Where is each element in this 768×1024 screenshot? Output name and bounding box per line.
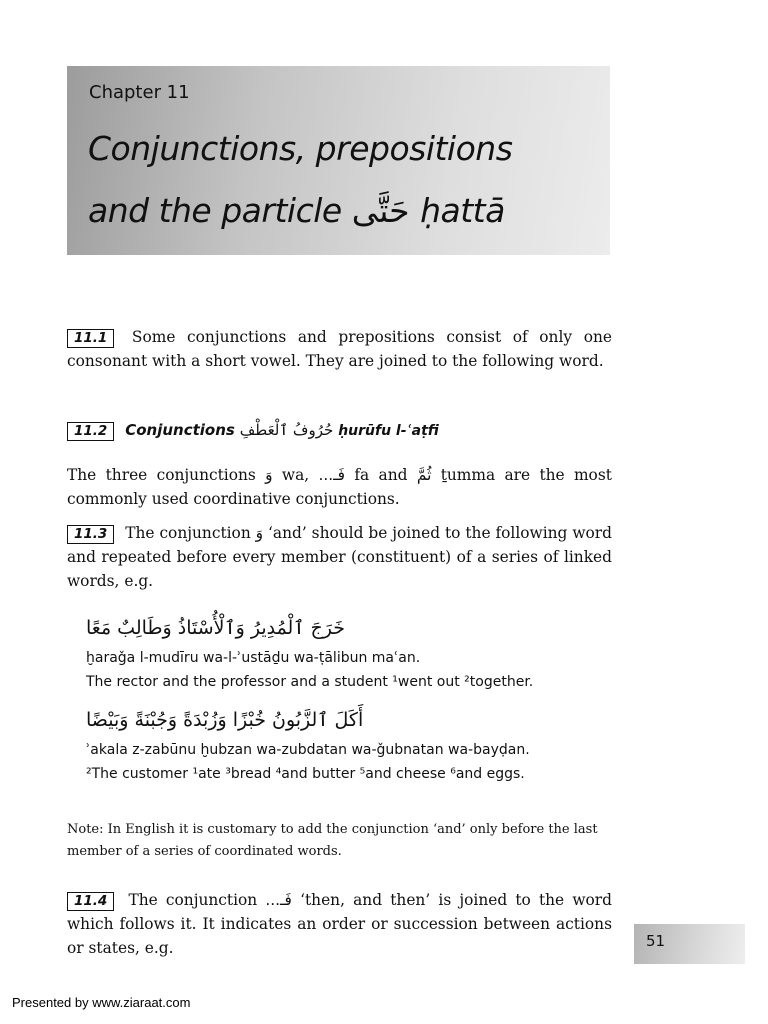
text-run: ṯumma are the most commonly used coordinative conjunctions. bbox=[67, 466, 612, 508]
example-1 bbox=[86, 610, 606, 694]
section-arabic: حُرُوفُ ٱلْعَطْفِ bbox=[239, 421, 334, 439]
paragraph-three-conjunctions bbox=[67, 463, 612, 511]
section-number: 11.2 bbox=[67, 422, 114, 441]
page-number: 51 bbox=[646, 932, 666, 950]
title-translit: ḥattā bbox=[420, 191, 505, 230]
arabic-wa: وَ bbox=[255, 524, 264, 542]
section-11-1 bbox=[67, 325, 612, 373]
arabic-thumma: ثُمَّ bbox=[416, 466, 432, 484]
text-run: ‘and’ should be joined to the following word and repeated before every member (constituent) of a series of linked words, e.g. bbox=[67, 524, 612, 590]
example-translit: ʾakala z-zabūnu ḫubzan wa-zubdatan wa-ǧubnatan wa-bayḍan. bbox=[86, 742, 530, 758]
section-11-3 bbox=[67, 521, 612, 593]
example-translation: ²The customer ¹ate ³bread ⁴and butter ⁵and cheese ⁶and eggs. bbox=[86, 766, 525, 782]
section-number: 11.1 bbox=[67, 329, 114, 348]
arabic-wa: وَ bbox=[265, 466, 273, 484]
text-run: The conjunction bbox=[125, 524, 251, 542]
footer-credit: Presented by www.ziaraat.com bbox=[12, 995, 191, 1010]
title-arabic: حَتَّى bbox=[351, 191, 410, 230]
text-run: wa, bbox=[281, 466, 310, 484]
text-run: The conjunction bbox=[128, 891, 258, 909]
section-label: Conjunctions bbox=[125, 421, 235, 439]
page-number-tab bbox=[634, 924, 745, 964]
arabic-fa: فَـ... bbox=[265, 891, 292, 909]
section-translit: ḥurūfu l-ʿaṭfi bbox=[338, 423, 439, 439]
section-11-2-heading bbox=[67, 418, 612, 443]
example-arabic: أَكَلَ ٱلزَّبُونُ خُبْزًا وَزُبْدَةً وَجُبْنَةً وَبَيْضًا bbox=[86, 709, 364, 731]
section-11-4 bbox=[67, 888, 612, 960]
text-run: The three conjunctions bbox=[67, 466, 256, 484]
example-arabic: خَرَجَ ٱلْمُدِيرُ وَٱلْأُسْتَاذُ وَطَالِبٌ مَعًا bbox=[86, 617, 346, 639]
text-run: fa and bbox=[354, 466, 408, 484]
chapter-title-line2 bbox=[88, 180, 512, 242]
note: Note: In English it is customary to add the conjunction ‘and’ only before the last member of a series of coordinated words. bbox=[67, 822, 598, 859]
section-text: Some conjunctions and prepositions consist of only one consonant with a short vowel. They are joined to the following word. bbox=[67, 328, 612, 370]
example-translation: The rector and the professor and a student ¹went out ²together. bbox=[86, 674, 534, 690]
example-2 bbox=[86, 702, 606, 786]
chapter-title-line1: Conjunctions, prepositions bbox=[88, 129, 513, 168]
chapter-label: Chapter 11 bbox=[89, 82, 190, 103]
arabic-fa: فَـ... bbox=[318, 466, 346, 484]
chapter-title bbox=[88, 118, 512, 242]
section-number: 11.3 bbox=[67, 525, 114, 544]
example-translit: ḫaraǧa l-mudīru wa-l-ʾustāḏu wa-ṭālibun maʿan. bbox=[86, 650, 421, 666]
section-number: 11.4 bbox=[67, 892, 114, 911]
chapter-header bbox=[67, 66, 610, 255]
title-prefix: and the particle bbox=[88, 191, 342, 230]
text-run: ‘then, and then’ is joined to the word which follows it. It indicates an order or succession between actions or states, e.g. bbox=[67, 891, 612, 957]
